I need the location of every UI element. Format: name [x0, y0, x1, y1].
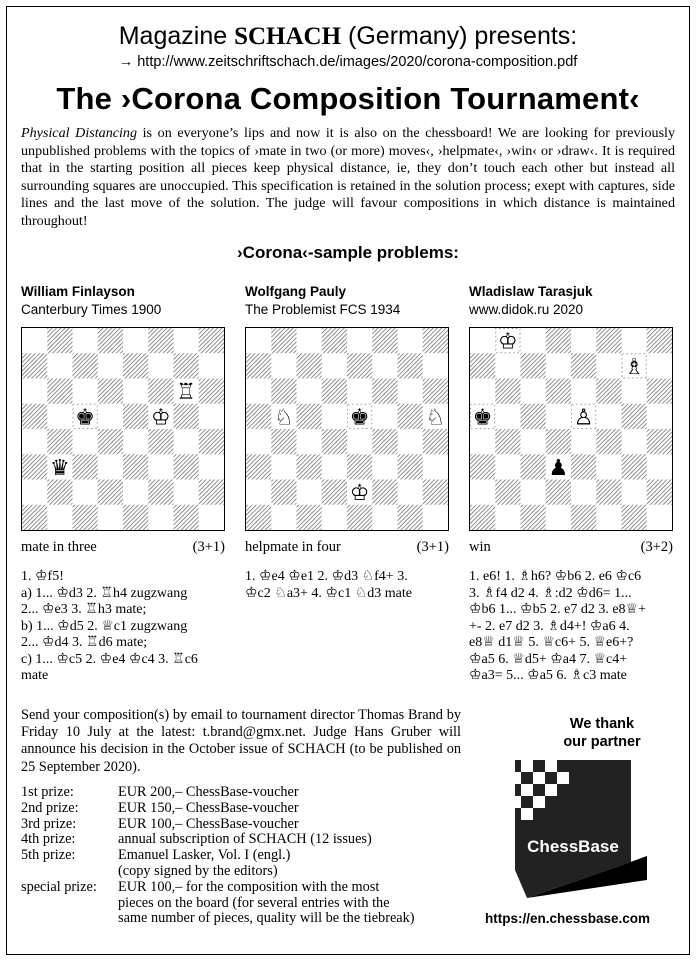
problem-author: Wladislaw Tarasjuk — [469, 284, 593, 299]
dark-square — [22, 404, 47, 429]
prize-text: EUR 100,– ChessBase-voucher — [118, 815, 299, 832]
dark-square — [22, 505, 47, 530]
partner-thanks: We thank our partner — [563, 716, 641, 750]
prize-label: 2nd prize: — [21, 799, 79, 816]
chess-piece-e2: ♔ — [349, 481, 370, 507]
dark-square — [297, 353, 322, 378]
problem-solution: 1. ♔f5! a) 1... ♔d3 2. ♖h4 zugzwang 2... ♔e3 3. ♖h3 mate; b) 1... ♔d5 2. ♕c1 zugzwang 2... ♔d4 3. ♖d6 mate; c) 1... ♔c5 2. ♔e4 ♔c4 3. ♖c6 mate — [21, 569, 198, 683]
page-title: The ›Corona Composition Tournament‹ — [56, 81, 640, 116]
chess-piece-a5: ♚ — [472, 405, 493, 431]
dark-square — [571, 353, 596, 378]
piece-count: (3+1) — [192, 539, 225, 555]
dark-square — [521, 505, 546, 530]
dark-square — [246, 454, 271, 479]
dark-square — [199, 379, 224, 404]
chess-piece-e5: ♙ — [573, 405, 594, 431]
dark-square — [622, 404, 647, 429]
chess-piece-g7: ♗ — [624, 354, 644, 380]
dark-square — [322, 328, 347, 353]
dark-square — [571, 454, 596, 479]
chess-piece-g6: ♖ — [176, 380, 196, 406]
dark-square — [398, 454, 423, 479]
dark-square — [423, 328, 448, 353]
dark-square — [470, 454, 495, 479]
dark-square — [246, 505, 271, 530]
submission-text: Send your composition(s) by email to tournament director Thomas Brand by Friday 10 July at the latest: t.brand@gmx.net. Judge Hans Gruber will announce his decision in the October issue of SCHACH (to be published on 25 September 2020). — [21, 707, 461, 775]
problem-stipulation: win — [469, 539, 491, 555]
prize-row — [21, 817, 471, 833]
dark-square — [297, 454, 322, 479]
problem-solution: 1. e6! 1. ♗h6? ♔b6 2. e6 ♔c6 3. ♗f4 d2 4. ♗:d2 ♔d6= 1... ♔b6 1... ♔b5 2. e7 d2 3. e8♕+ +- 2. e7 d2 3. ♗d4+! ♔a6 4. e8♕ d1♕ 5. ♕c6+ 5. ♕e6+? ♔a5 6. ♕d5+ ♔a4 7. ♕c4+ ♔a3= 5... ♔a5 6. ♗c3 mate — [469, 569, 646, 683]
dark-square — [470, 505, 495, 530]
prize-row — [21, 801, 471, 817]
prize-text: EUR 100,– for the composition with the most pieces on the board (for several entries with the same number of pieces, quality will be the tiebreak) — [118, 878, 415, 927]
dark-square — [148, 429, 173, 454]
prize-row — [21, 848, 471, 880]
magazine-prefix: Magazine — [118, 22, 228, 50]
piece-count: (3+1) — [416, 539, 449, 555]
prize-row — [21, 880, 471, 927]
pdf-link[interactable]: → http://www.zeitschriftschach.de/images/2020/corona-composition.pdf — [118, 54, 578, 70]
dark-square — [22, 353, 47, 378]
problem-solution: 1. ♔e4 ♔e1 2. ♔d3 ♘f4+ 3. ♔c2 ♘a3+ 4. ♔c1 ♘d3 mate — [245, 569, 412, 601]
prize-text: EUR 200,– ChessBase-voucher — [118, 784, 299, 800]
dark-square — [596, 480, 621, 505]
dark-square — [73, 454, 98, 479]
chess-piece-b5: ♘ — [274, 405, 294, 431]
dark-square — [174, 454, 199, 479]
dark-square — [174, 505, 199, 530]
dark-square — [571, 505, 596, 530]
chess-piece-e5: ♚ — [349, 405, 370, 431]
dark-square — [148, 379, 173, 404]
dark-square — [622, 454, 647, 479]
dark-square — [98, 328, 123, 353]
dark-square — [372, 480, 397, 505]
magazine-suffix: (Germany) presents: — [348, 22, 578, 50]
dark-square — [199, 480, 224, 505]
chessboard — [245, 327, 449, 531]
problem-stipulation-row — [245, 539, 449, 556]
dark-square — [495, 480, 520, 505]
dark-square — [647, 379, 672, 404]
problem-author: William Finlayson — [21, 284, 135, 299]
problem-stipulation-row — [469, 539, 673, 556]
dark-square — [73, 353, 98, 378]
chess-piece-c5: ♚ — [75, 405, 95, 431]
dark-square — [47, 328, 72, 353]
dark-square — [495, 429, 520, 454]
chess-piece-b8: ♔ — [498, 329, 518, 355]
dark-square — [546, 429, 571, 454]
dark-square — [347, 505, 372, 530]
dark-square — [123, 404, 148, 429]
dark-square — [347, 353, 372, 378]
dark-square — [297, 505, 322, 530]
logo-text: ChessBase — [527, 837, 619, 856]
dark-square — [372, 328, 397, 353]
dark-square — [521, 454, 546, 479]
dark-square — [596, 379, 621, 404]
dark-square — [470, 353, 495, 378]
problem-1 — [21, 283, 225, 683]
chessbase-link[interactable]: https://en.chessbase.com — [485, 911, 651, 926]
chessbase-logo — [507, 752, 647, 902]
dark-square — [47, 480, 72, 505]
problem-2 — [245, 283, 449, 601]
dark-square — [546, 379, 571, 404]
problem-stipulation: helpmate in four — [245, 539, 341, 555]
dark-square — [495, 379, 520, 404]
prize-label: 5th prize: — [21, 847, 76, 864]
dark-square — [174, 353, 199, 378]
dark-square — [423, 429, 448, 454]
chess-piece-d3: ♟ — [548, 455, 569, 481]
dark-square — [123, 454, 148, 479]
dark-square — [47, 429, 72, 454]
prize-text: annual subscription of SCHACH (12 issues) — [118, 831, 372, 848]
dark-square — [246, 404, 271, 429]
dark-square — [98, 480, 123, 505]
dark-square — [98, 379, 123, 404]
problem-stipulation-row — [21, 539, 225, 556]
dark-square — [322, 379, 347, 404]
dark-square — [271, 328, 296, 353]
chess-piece-b3: ♛ — [50, 455, 70, 481]
dark-square — [622, 505, 647, 530]
dark-square — [123, 353, 148, 378]
dark-square — [271, 480, 296, 505]
prize-label: 4th prize: — [21, 831, 76, 848]
prize-list — [21, 785, 471, 927]
dark-square — [596, 429, 621, 454]
prize-row — [21, 832, 471, 848]
dark-square — [271, 429, 296, 454]
dark-square — [521, 353, 546, 378]
prize-row — [21, 785, 471, 801]
chess-piece-f5: ♔ — [151, 405, 171, 431]
problem-3 — [469, 283, 673, 683]
dark-square — [347, 454, 372, 479]
dark-square — [148, 480, 173, 505]
dark-square — [297, 404, 322, 429]
samples-heading: ›Corona‹-sample problems: — [237, 243, 459, 262]
problem-source: The Problemist FCS 1934 — [245, 302, 401, 317]
dark-square — [199, 429, 224, 454]
prize-label: 1st prize: — [21, 784, 74, 800]
dark-square — [148, 328, 173, 353]
dark-square — [372, 379, 397, 404]
intro-paragraph — [21, 125, 675, 230]
dark-square — [546, 328, 571, 353]
dark-square — [322, 429, 347, 454]
dark-square — [271, 379, 296, 404]
dark-square — [123, 505, 148, 530]
chessboard — [469, 327, 673, 531]
piece-count: (3+2) — [640, 539, 673, 555]
dark-square — [199, 328, 224, 353]
dark-square — [22, 454, 47, 479]
dark-square — [521, 404, 546, 429]
magazine-header — [7, 21, 689, 52]
dark-square — [546, 480, 571, 505]
dark-square — [647, 429, 672, 454]
prize-label: special prize: — [21, 878, 97, 895]
problem-source: Canterbury Times 1900 — [21, 302, 162, 317]
dark-square — [423, 480, 448, 505]
chessboard — [21, 327, 225, 531]
dark-square — [73, 505, 98, 530]
dark-square — [647, 328, 672, 353]
dark-square — [398, 505, 423, 530]
dark-square — [423, 379, 448, 404]
dark-square — [398, 404, 423, 429]
dark-square — [596, 328, 621, 353]
chess-piece-h5: ♘ — [425, 405, 446, 431]
dark-square — [647, 480, 672, 505]
dark-square — [398, 353, 423, 378]
dark-square — [372, 429, 397, 454]
prize-label: 3rd prize: — [21, 815, 77, 832]
flyer-page — [6, 6, 690, 955]
prize-text: Emanuel Lasker, Vol. I (engl.) (copy signed by the editors) — [118, 847, 291, 879]
prize-text: EUR 150,– ChessBase-voucher — [118, 799, 299, 816]
problem-author: Wolfgang Pauly — [245, 284, 347, 299]
intro-text: is on everyone’s lips and now it is also on the chessboard! We are looking for previously unpublished problems with the topics of ›mate in two (or more) moves‹, ›helpmate‹, ›win‹ or ›draw‹. It is required that in the starting position all pieces keep physical distance, ie, they don’t touch each other but instead all surrounding squares are unoccupied. This specification is retained in the solution process; exept with captures, side lines and the last move of the solution. The judge will favour compositions in which distance is maintained throughout! — [21, 125, 676, 229]
problem-stipulation: mate in three — [21, 539, 97, 555]
magazine-name: SCHACH — [234, 23, 342, 50]
dark-square — [246, 353, 271, 378]
dark-square — [47, 379, 72, 404]
dark-square — [322, 480, 347, 505]
intro-lead: Physical Distancing — [21, 125, 138, 141]
dark-square — [174, 404, 199, 429]
dark-square — [98, 429, 123, 454]
problem-source: www.didok.ru 2020 — [469, 302, 584, 317]
